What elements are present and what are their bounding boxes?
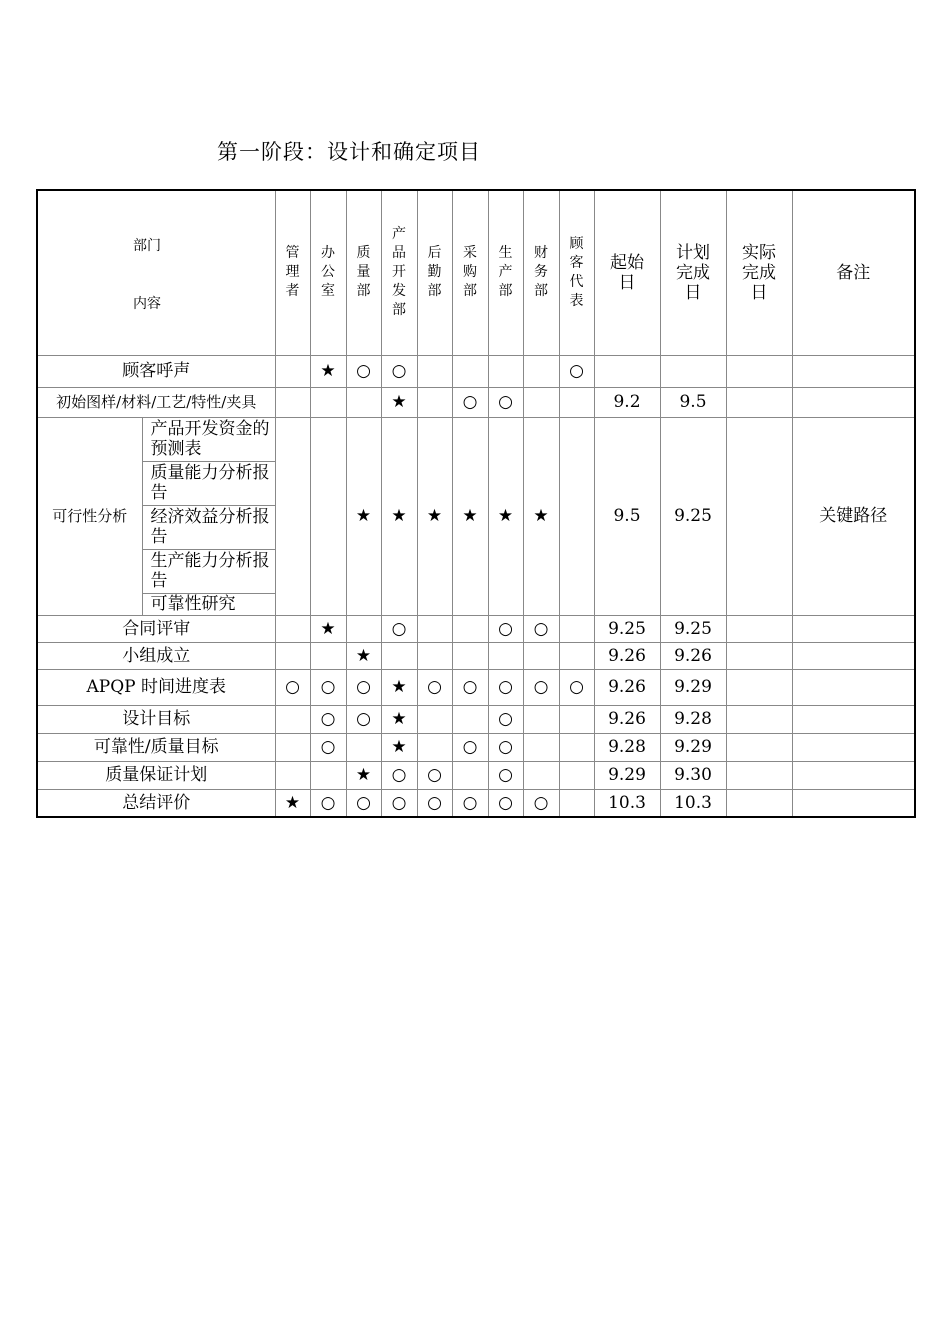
feasibility-row xyxy=(37,417,915,461)
role-mark-cell xyxy=(559,417,594,615)
actual-finish-cell xyxy=(726,669,792,705)
actual-finish-cell xyxy=(726,387,792,417)
role-mark-cell xyxy=(452,705,488,733)
dept-header-4: 后勤部 xyxy=(417,190,452,355)
schedule-table xyxy=(36,189,916,818)
remark-cell: 关键路径 xyxy=(792,417,915,615)
content-label: 内容 xyxy=(133,296,161,313)
role-mark-cell: ★ xyxy=(381,705,417,733)
role-mark-cell xyxy=(310,387,346,417)
start-date-cell: 9.28 xyxy=(594,733,660,761)
table-row xyxy=(37,733,915,761)
role-mark-cell xyxy=(559,761,594,789)
row-label: 总结评价 xyxy=(37,789,275,817)
role-mark-cell xyxy=(559,387,594,417)
dept-header-3: 产品开发部 xyxy=(381,190,417,355)
start-date-cell: 9.26 xyxy=(594,669,660,705)
table-row xyxy=(37,705,915,733)
actual-finish-cell xyxy=(726,355,792,387)
role-mark-cell xyxy=(346,387,381,417)
feasibility-item: 经济效益分析报告 xyxy=(142,505,275,549)
role-mark-cell: ○ xyxy=(417,761,452,789)
role-mark-cell xyxy=(417,387,452,417)
role-mark-cell xyxy=(275,642,310,669)
role-mark-cell xyxy=(559,705,594,733)
role-mark-cell: ○ xyxy=(488,705,523,733)
role-mark-cell: ○ xyxy=(310,705,346,733)
table-row xyxy=(37,669,915,705)
planned-finish-cell: 9.29 xyxy=(660,733,726,761)
actual-finish-cell xyxy=(726,615,792,642)
page-title: 第一阶段：设计和确定项目 xyxy=(217,140,481,164)
row-label: 小组成立 xyxy=(37,642,275,669)
planned-finish-cell xyxy=(660,355,726,387)
actual-date-cell xyxy=(726,417,792,615)
role-mark-cell: ○ xyxy=(559,355,594,387)
row-label: 合同评审 xyxy=(37,615,275,642)
actual-finish-header: 实际完成日 xyxy=(726,190,792,355)
row-label: 设计目标 xyxy=(37,705,275,733)
role-mark-cell: ★ xyxy=(346,417,381,615)
role-mark-cell xyxy=(346,733,381,761)
start-date-cell: 9.25 xyxy=(594,615,660,642)
role-mark-cell xyxy=(523,355,559,387)
planned-finish-header: 计划完成日 xyxy=(660,190,726,355)
role-mark-cell: ○ xyxy=(346,669,381,705)
role-mark-cell: ○ xyxy=(523,669,559,705)
remark-cell xyxy=(792,642,915,669)
dept-header-6: 生产部 xyxy=(488,190,523,355)
role-mark-cell: ○ xyxy=(488,669,523,705)
role-mark-cell xyxy=(452,615,488,642)
start-date-cell: 9.2 xyxy=(594,387,660,417)
role-mark-cell: ★ xyxy=(381,387,417,417)
role-mark-cell: ○ xyxy=(310,789,346,817)
table-row xyxy=(37,761,915,789)
role-mark-cell xyxy=(559,733,594,761)
role-mark-cell: ○ xyxy=(488,387,523,417)
role-mark-cell xyxy=(559,789,594,817)
role-mark-cell: ○ xyxy=(488,733,523,761)
role-mark-cell: ○ xyxy=(417,789,452,817)
role-mark-cell: ○ xyxy=(310,669,346,705)
actual-finish-cell xyxy=(726,789,792,817)
role-mark-cell: ★ xyxy=(346,761,381,789)
role-mark-cell: ○ xyxy=(488,789,523,817)
role-mark-cell xyxy=(275,387,310,417)
remark-cell xyxy=(792,387,915,417)
table-row xyxy=(37,387,915,417)
role-mark-cell: ○ xyxy=(452,789,488,817)
role-mark-cell: ○ xyxy=(381,355,417,387)
remark-cell xyxy=(792,355,915,387)
actual-finish-cell xyxy=(726,733,792,761)
planned-finish-cell: 10.3 xyxy=(660,789,726,817)
remark-cell xyxy=(792,733,915,761)
actual-finish-cell xyxy=(726,761,792,789)
actual-finish-cell xyxy=(726,642,792,669)
remark-cell xyxy=(792,705,915,733)
dept-header-7: 财务部 xyxy=(523,190,559,355)
header-row xyxy=(37,190,915,355)
remark-cell xyxy=(792,789,915,817)
planned-finish-cell: 9.26 xyxy=(660,642,726,669)
role-mark-cell: ○ xyxy=(275,669,310,705)
start-date-header: 起始日 xyxy=(594,190,660,355)
role-mark-cell xyxy=(275,417,310,615)
role-mark-cell xyxy=(275,733,310,761)
table-row xyxy=(37,615,915,642)
start-date-cell: 9.26 xyxy=(594,642,660,669)
role-mark-cell: ○ xyxy=(346,705,381,733)
role-mark-cell xyxy=(488,355,523,387)
start-date-cell: 9.29 xyxy=(594,761,660,789)
role-mark-cell: ○ xyxy=(452,669,488,705)
row-label: 初始图样/材料/工艺/特性/夹具 xyxy=(37,387,275,417)
role-mark-cell xyxy=(523,387,559,417)
row-label: 质量保证计划 xyxy=(37,761,275,789)
role-mark-cell xyxy=(346,615,381,642)
role-mark-cell xyxy=(310,761,346,789)
role-mark-cell xyxy=(523,761,559,789)
role-mark-cell xyxy=(310,417,346,615)
start-date-cell: 9.26 xyxy=(594,705,660,733)
role-mark-cell xyxy=(523,733,559,761)
feasibility-label: 可行性分析 xyxy=(37,417,142,615)
table-row xyxy=(37,355,915,387)
role-mark-cell xyxy=(452,642,488,669)
role-mark-cell: ○ xyxy=(381,761,417,789)
role-mark-cell: ○ xyxy=(488,615,523,642)
remark-cell xyxy=(792,669,915,705)
row-label: 顾客呼声 xyxy=(37,355,275,387)
planned-finish-cell: 9.25 xyxy=(660,615,726,642)
role-mark-cell xyxy=(275,615,310,642)
role-mark-cell: ○ xyxy=(452,733,488,761)
feasibility-item: 产品开发资金的预测表 xyxy=(142,417,275,461)
role-mark-cell: ○ xyxy=(417,669,452,705)
feasibility-item: 质量能力分析报告 xyxy=(142,461,275,505)
role-mark-cell xyxy=(417,615,452,642)
role-mark-cell: ○ xyxy=(310,733,346,761)
remark-cell xyxy=(792,615,915,642)
role-mark-cell: ★ xyxy=(310,615,346,642)
role-mark-cell xyxy=(310,642,346,669)
remark-cell xyxy=(792,761,915,789)
role-mark-cell xyxy=(381,642,417,669)
role-mark-cell: ○ xyxy=(346,355,381,387)
start-date-cell xyxy=(594,355,660,387)
dept-header-0: 管理者 xyxy=(275,190,310,355)
role-mark-cell: ○ xyxy=(559,669,594,705)
role-mark-cell: ○ xyxy=(523,789,559,817)
dept-header-1: 办公室 xyxy=(310,190,346,355)
row-label: 可靠性/质量目标 xyxy=(37,733,275,761)
role-mark-cell xyxy=(417,642,452,669)
table-row xyxy=(37,642,915,669)
role-mark-cell: ★ xyxy=(452,417,488,615)
role-mark-cell xyxy=(275,761,310,789)
planned-finish-cell: 9.5 xyxy=(660,387,726,417)
role-mark-cell: ★ xyxy=(275,789,310,817)
role-mark-cell: ★ xyxy=(381,417,417,615)
role-mark-cell: ○ xyxy=(346,789,381,817)
dept-header-8: 顾客代表 xyxy=(559,190,594,355)
start-date-cell: 9.5 xyxy=(594,417,660,615)
table-body xyxy=(37,190,915,817)
actual-finish-cell xyxy=(726,705,792,733)
dept-header-5: 采购部 xyxy=(452,190,488,355)
feasibility-item: 可靠性研究 xyxy=(142,593,275,615)
corner-header-cell xyxy=(37,190,275,355)
role-mark-cell: ○ xyxy=(488,761,523,789)
row-label: APQP 时间进度表 xyxy=(37,669,275,705)
role-mark-cell: ★ xyxy=(346,642,381,669)
planned-finish-cell: 9.28 xyxy=(660,705,726,733)
role-mark-cell: ★ xyxy=(381,733,417,761)
start-date-cell: 10.3 xyxy=(594,789,660,817)
dept-header-2: 质量部 xyxy=(346,190,381,355)
role-mark-cell: ○ xyxy=(381,615,417,642)
role-mark-cell xyxy=(275,355,310,387)
role-mark-cell: ★ xyxy=(488,417,523,615)
role-mark-cell: ○ xyxy=(452,387,488,417)
role-mark-cell xyxy=(452,355,488,387)
plan-date-cell: 9.25 xyxy=(660,417,726,615)
role-mark-cell xyxy=(417,733,452,761)
role-mark-cell: ○ xyxy=(381,789,417,817)
role-mark-cell xyxy=(417,705,452,733)
role-mark-cell xyxy=(559,642,594,669)
table-row xyxy=(37,789,915,817)
role-mark-cell xyxy=(488,642,523,669)
role-mark-cell xyxy=(523,705,559,733)
role-mark-cell xyxy=(452,761,488,789)
planned-finish-cell: 9.30 xyxy=(660,761,726,789)
dept-label: 部门 xyxy=(133,238,161,255)
planned-finish-cell: 9.29 xyxy=(660,669,726,705)
role-mark-cell xyxy=(523,642,559,669)
role-mark-cell xyxy=(417,355,452,387)
role-mark-cell xyxy=(559,615,594,642)
remarks-header: 备注 xyxy=(792,190,915,355)
role-mark-cell: ★ xyxy=(523,417,559,615)
feasibility-item: 生产能力分析报告 xyxy=(142,549,275,593)
role-mark-cell xyxy=(275,705,310,733)
role-mark-cell: ★ xyxy=(417,417,452,615)
role-mark-cell: ○ xyxy=(523,615,559,642)
role-mark-cell: ★ xyxy=(310,355,346,387)
role-mark-cell: ★ xyxy=(381,669,417,705)
